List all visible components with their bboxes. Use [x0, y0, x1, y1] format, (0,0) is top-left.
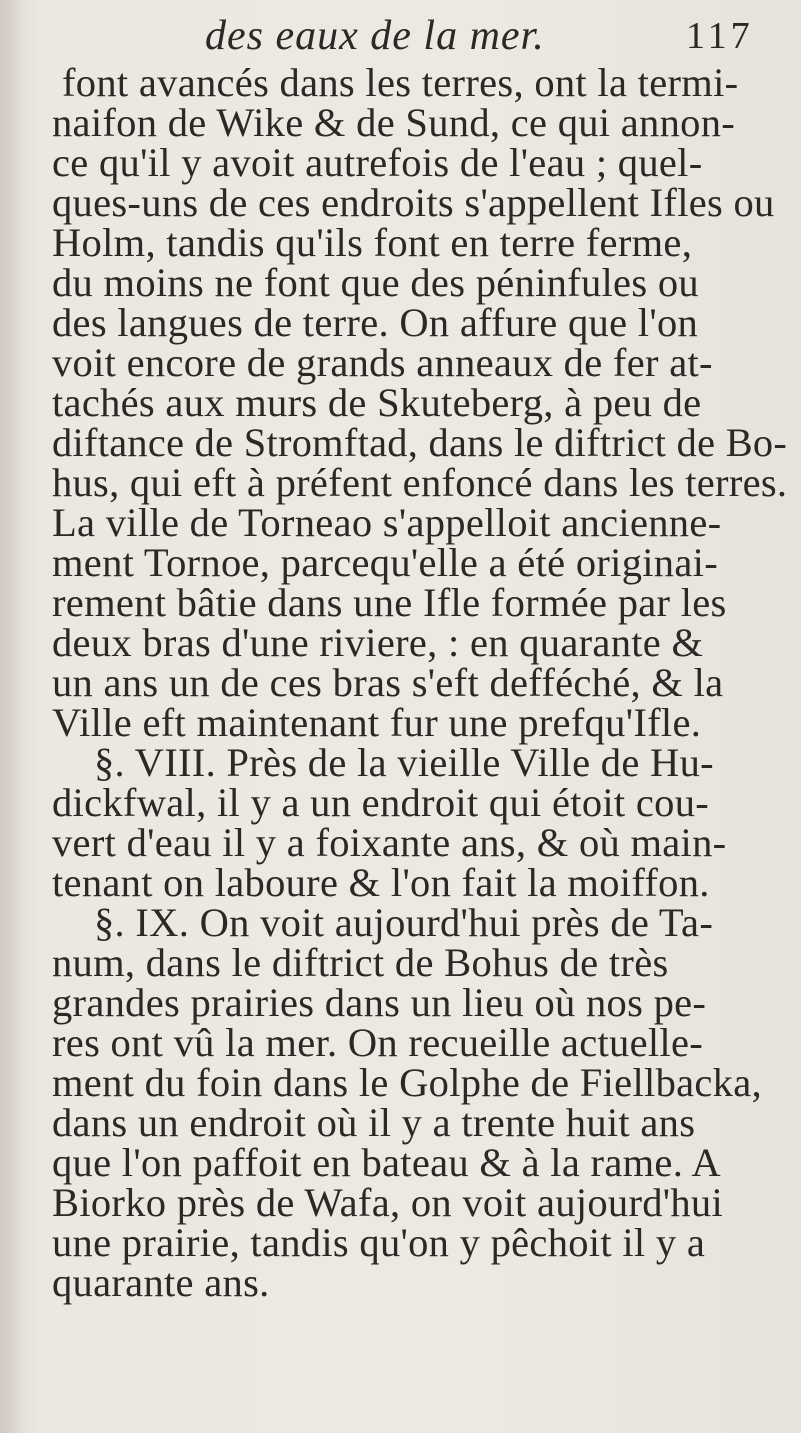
text-line: ment du foin dans le Golphe de Fiellbacka, — [52, 1060, 762, 1105]
text-line: La ville de Torneao s'appelloit ancienne- — [52, 500, 722, 545]
text-line: des langues de terre. On affure que l'on — [52, 300, 699, 345]
text-line: une prairie, tandis qu'on y pêchoit il y a — [52, 1220, 706, 1265]
text-line: ce qu'il y avoit autrefois de l'eau ; quel- — [52, 140, 703, 185]
text-line: du moins ne font que des péninfules ou — [52, 260, 699, 305]
text-line: voit encore de grands anneaux de fer at- — [52, 340, 713, 385]
text-line: tachés aux murs de Skuteberg, à peu de — [52, 380, 702, 425]
text-line: naifon de Wike & de Sund, ce qui annon- — [52, 100, 736, 145]
text-line: ment Tornoe, parcequ'elle a été originai- — [52, 540, 718, 585]
text-line: num, dans le diftrict de Bohus de très — [52, 940, 669, 985]
text-line: res ont vû la mer. On recueille actuelle- — [52, 1020, 704, 1065]
text-line: rement bâtie dans une Ifle formée par les — [52, 580, 727, 625]
page-number: 117 — [686, 15, 754, 57]
page-header — [0, 8, 801, 68]
text-line: vert d'eau il y a foixante ans, & où main- — [52, 820, 727, 865]
text-line: hus, qui eft à préfent enfoncé dans les terres. — [52, 460, 788, 505]
running-title: des eaux de la mer. — [205, 13, 545, 59]
page-binding-shadow — [0, 0, 22, 1433]
text-line: tenant on laboure & l'on fait la moiffon. — [52, 860, 710, 905]
text-line: dans un endroit où il y a trente huit ans — [52, 1100, 696, 1145]
text-line: diftance de Stromftad, dans le diftrict de Bo- — [52, 420, 788, 465]
text-line: grandes prairies dans un lieu où nos pe- — [52, 980, 707, 1025]
text-line: dickfwal, il y a un endroit qui étoit cou- — [52, 780, 710, 825]
text-line: ques-uns de ces endroits s'appellent Ifles ou — [52, 180, 775, 225]
text-line: un ans un de ces bras s'eft defféché, & la — [52, 660, 724, 705]
text-line: que l'on paffoit en bateau & à la rame. A — [52, 1140, 721, 1185]
text-line: §. VIII. Près de la vieille Ville de Hu- — [94, 740, 714, 785]
text-line: §. IX. On voit aujourd'hui près de Ta- — [94, 900, 714, 945]
text-line: Biorko près de Wafa, on voit aujourd'hui — [52, 1180, 724, 1225]
text-line: font avancés dans les terres, ont la termi- — [62, 60, 739, 105]
text-line: quarante ans. — [52, 1260, 270, 1305]
text-line: Holm, tandis qu'ils font en terre ferme, — [52, 220, 693, 265]
text-line: Ville eft maintenant fur une prefqu'Ifle. — [52, 700, 702, 745]
text-line: deux bras d'une riviere, : en quarante & — [52, 620, 704, 665]
